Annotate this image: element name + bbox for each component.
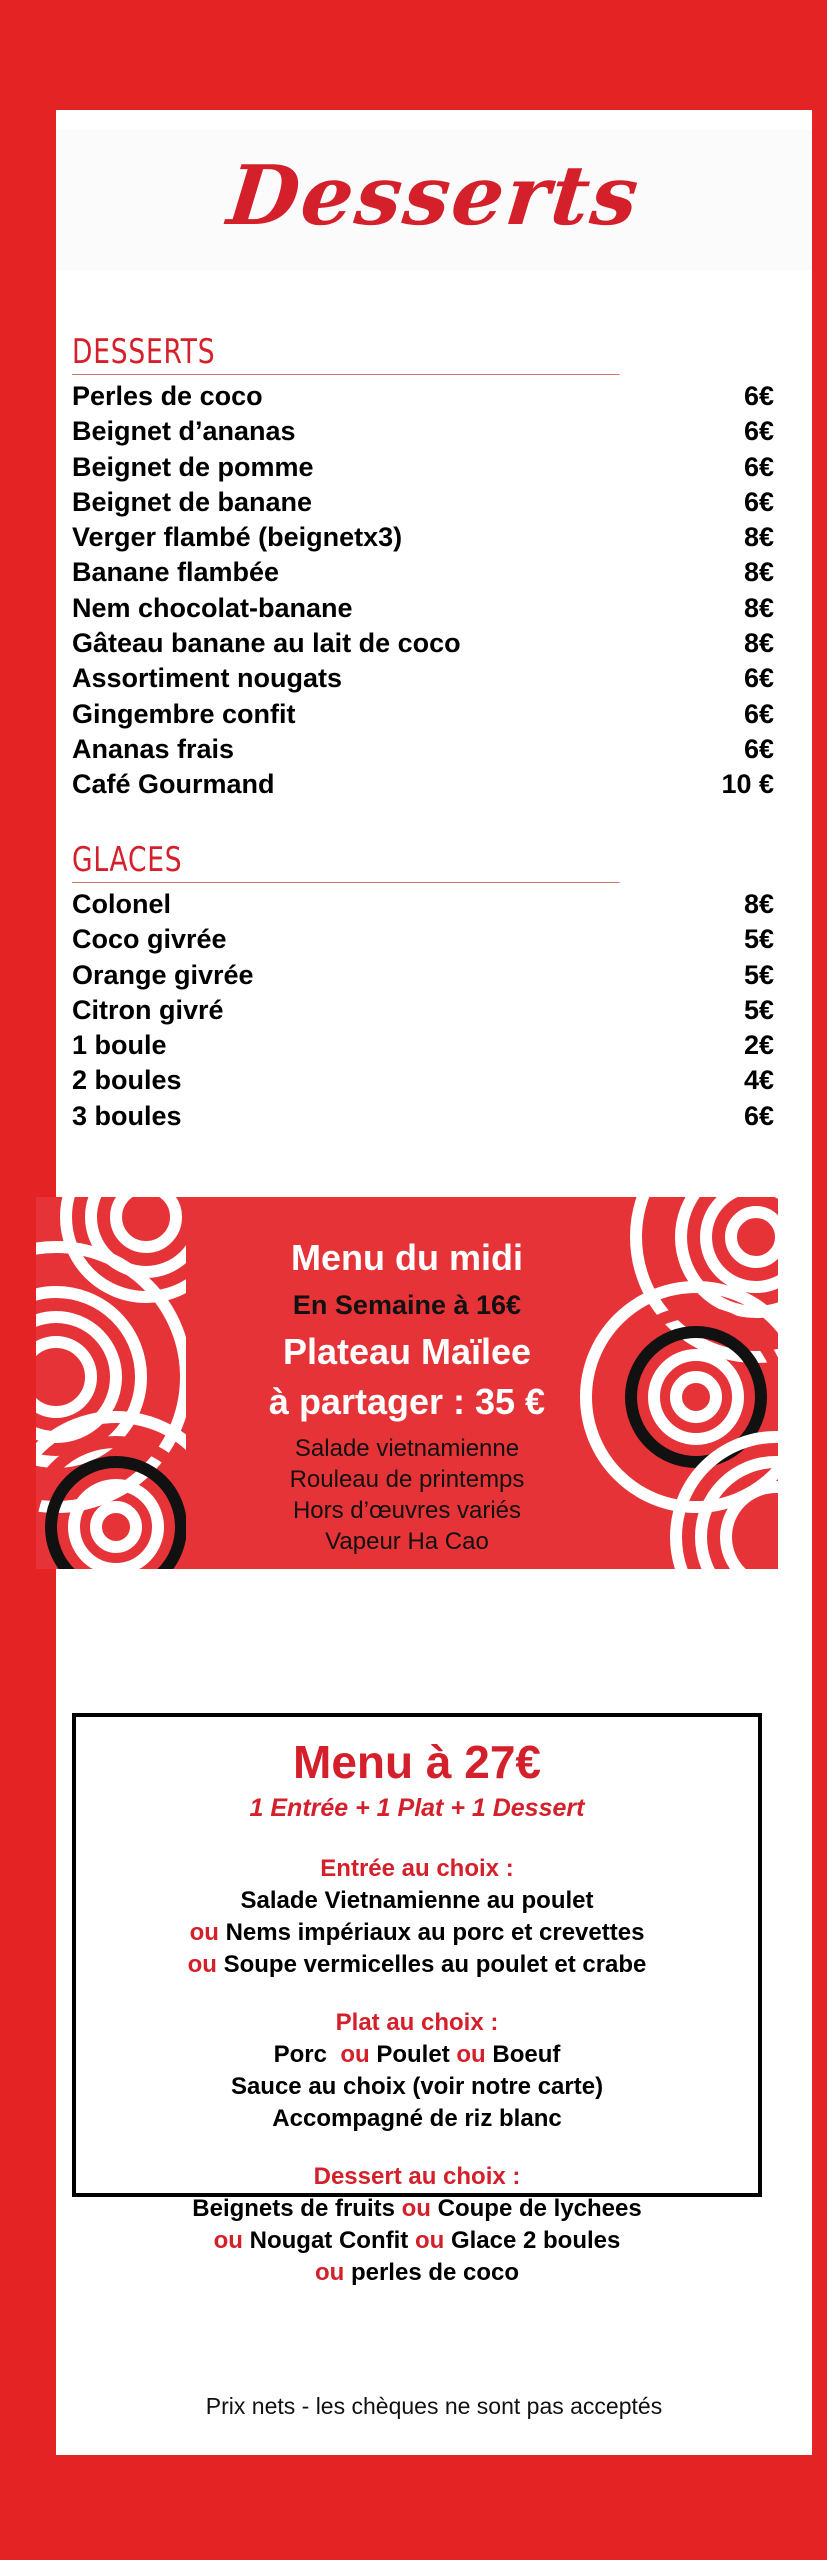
- set-menu-box: [72, 1713, 762, 2286]
- footer-note: Prix nets - les chèques ne sont pas acceptés: [205, 2393, 663, 2419]
- list-item: Coco givrée 5€: [72, 924, 774, 955]
- platter-items: [186, 1433, 628, 1557]
- entree-option: Salade Vietnamienne au poulet: [240, 1887, 594, 1914]
- glaces-title: GLACES: [72, 840, 620, 883]
- list-item: Beignet de banane 6€: [72, 486, 774, 517]
- desserts-list: [72, 379, 774, 803]
- list-item: Orange givrée 5€: [72, 959, 774, 990]
- list-item: Gingembre confit 6€: [72, 698, 774, 729]
- glaces-list: [72, 887, 774, 1134]
- list-item: Perles de coco 6€: [72, 381, 774, 411]
- list-item: Ananas frais 6€: [72, 733, 774, 764]
- weekday-price: En Semaine à 16€: [292, 1290, 522, 1320]
- lunch-menu-text: [186, 1233, 628, 1557]
- dessert-option: ou Nougat Confit ou Glace 2 boules: [213, 2227, 621, 2254]
- page-title: Desserts: [223, 148, 645, 244]
- list-item: 1 boule 2€: [72, 1030, 774, 1061]
- set-menu-subtitle: 1 Entrée + 1 Plat + 1 Dessert: [249, 1794, 585, 1822]
- dessert-heading: Dessert au choix :: [313, 2163, 521, 2190]
- entree-option: ou Soupe vermicelles au poulet et crabe: [187, 1951, 647, 1978]
- plat-heading: Plat au choix :: [335, 2009, 499, 2036]
- list-item: Vapeur Ha Cao: [325, 1528, 489, 1555]
- menu-sheet: [56, 110, 812, 2455]
- list-item: Banane flambée 8€: [72, 557, 774, 588]
- lunch-menu-title: Menu du midi: [291, 1237, 523, 1278]
- set-menu-title: Menu à 27€: [293, 1736, 541, 1788]
- list-item: Verger flambé (beignetx3) 8€: [72, 522, 774, 553]
- platter-title: Plateau Maïlee: [282, 1331, 532, 1372]
- list-item: Gâteau banane au lait de coco 8€: [72, 628, 774, 659]
- list-item: Nem chocolat-banane 8€: [72, 592, 774, 623]
- list-item: Salade vietnamienne: [294, 1435, 520, 1462]
- list-item: Citron givré 5€: [72, 994, 774, 1025]
- dessert-option: ou perles de coco: [314, 2259, 520, 2286]
- header-banner: [56, 130, 812, 270]
- plat-side: Accompagné de riz blanc: [272, 2105, 562, 2132]
- glaces-section: [72, 840, 774, 1134]
- list-item: 3 boules 6€: [72, 1100, 774, 1131]
- list-item: Café Gourmand 10 €: [72, 769, 774, 800]
- entree-heading: Entrée au choix :: [320, 1855, 514, 1882]
- list-item: Colonel 8€: [72, 889, 774, 919]
- list-item: Beignet d’ananas 6€: [72, 416, 774, 447]
- list-item: Assortiment nougats 6€: [72, 663, 774, 694]
- platter-price: à partager : 35 €: [268, 1381, 546, 1422]
- plat-options: Porc ou Poulet ou Boeuf: [273, 2041, 561, 2068]
- entree-option: ou Nems impériaux au porc et crevettes: [189, 1919, 645, 1946]
- desserts-section: [72, 332, 774, 803]
- lunch-menu-banner: [36, 1197, 778, 1569]
- list-item: Rouleau de printemps: [289, 1466, 525, 1493]
- list-item: 2 boules 4€: [72, 1065, 774, 1096]
- list-item: Beignet de pomme 6€: [72, 451, 774, 482]
- list-item: Hors d’œuvres variés: [292, 1497, 522, 1524]
- desserts-title: DESSERTS: [72, 332, 620, 375]
- plat-sauce: Sauce au choix (voir notre carte): [230, 2073, 604, 2100]
- dessert-option: Beignets de fruits ou Coupe de lychees: [192, 2195, 642, 2222]
